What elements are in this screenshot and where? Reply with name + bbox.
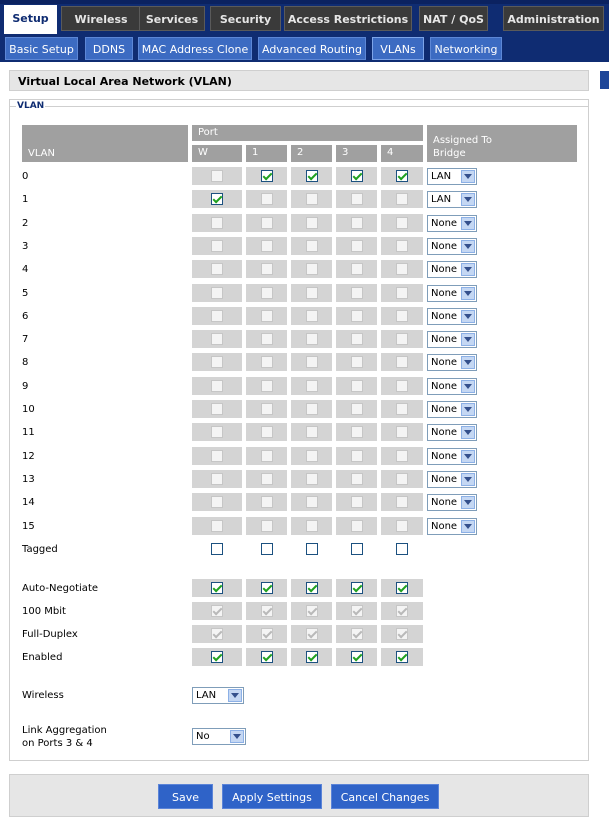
bridge-select[interactable] [427, 261, 477, 278]
apply-settings-button[interactable]: Apply Settings [222, 784, 322, 809]
tagged-checkbox[interactable] [261, 543, 273, 555]
vlan-row-label: 2 [22, 218, 29, 229]
vlan-port-checkbox [261, 310, 273, 322]
vlan-header-label: VLAN [28, 148, 55, 159]
bridge-select[interactable] [427, 494, 477, 511]
vlan-port-checkbox [306, 473, 318, 485]
vlan-port-checkbox [351, 217, 363, 229]
bridge-select[interactable] [427, 378, 477, 395]
port-column-label: 1 [252, 147, 259, 158]
vlan-port-checkbox [261, 193, 273, 205]
vlan-port-checkbox [396, 356, 408, 368]
vlan-port-checkbox [211, 496, 223, 508]
option-checkbox[interactable] [211, 582, 223, 594]
vlan-port-checkbox [211, 403, 223, 415]
vlan-port-checkbox [396, 217, 408, 229]
assigned-bridge-header [427, 125, 577, 162]
vlan-port-checkbox [351, 240, 363, 252]
port-group-header [192, 125, 423, 141]
vlan-port-checkbox [396, 450, 408, 462]
chevron-down-icon [461, 240, 475, 253]
bridge-select[interactable] [427, 401, 477, 418]
option-label: Auto-Negotiate [22, 583, 99, 594]
vlan-port-checkbox [306, 287, 318, 299]
vlan-port-checkbox [396, 496, 408, 508]
bridge-select[interactable] [427, 191, 477, 208]
panel-divider [9, 106, 589, 107]
bridge-select[interactable] [427, 308, 477, 325]
bridge-select-value: None [431, 311, 458, 322]
vlan-port-checkbox [351, 310, 363, 322]
vlan-port-checkbox [211, 310, 223, 322]
vlan-port-checkbox [261, 520, 273, 532]
vlan-port-checkbox [396, 403, 408, 415]
link-aggregation-sublabel: on Ports 3 & 4 [22, 738, 93, 749]
link-aggregation-label: Link Aggregation [22, 725, 107, 736]
subtab-basic-setup[interactable]: Basic Setup [5, 37, 78, 60]
vlan-port-checkbox [261, 473, 273, 485]
vlan-port-checkbox [396, 193, 408, 205]
vlan-port-checkbox [211, 263, 223, 275]
vlan-port-checkbox [261, 287, 273, 299]
bridge-select-value: None [431, 451, 458, 462]
vlan-port-checkbox[interactable] [261, 170, 273, 182]
link-aggregation-value: No [196, 731, 210, 742]
vlan-port-checkbox [261, 403, 273, 415]
chevron-down-icon [461, 450, 475, 463]
vlan-port-checkbox [306, 450, 318, 462]
tab-wireless[interactable]: Wireless [61, 6, 141, 31]
vlan-port-checkbox [396, 263, 408, 275]
vlan-port-checkbox [396, 473, 408, 485]
vlan-port-checkbox [351, 450, 363, 462]
vlan-port-checkbox [306, 520, 318, 532]
vlan-row-label: 7 [22, 334, 29, 345]
chevron-down-icon [461, 426, 475, 439]
page-title: Virtual Local Area Network (VLAN) [18, 75, 232, 88]
option-checkbox [261, 605, 273, 617]
option-checkbox[interactable] [396, 582, 408, 594]
vlan-port-checkbox [261, 263, 273, 275]
chevron-down-icon [461, 380, 475, 393]
vlan-port-checkbox [306, 426, 318, 438]
bridge-select-value: None [431, 474, 458, 485]
vlan-port-checkbox [396, 380, 408, 392]
bridge-select-value: None [431, 288, 458, 299]
chevron-down-icon [461, 473, 475, 486]
vlan-row-label: 13 [22, 474, 35, 485]
cancel-changes-button[interactable]: Cancel Changes [331, 784, 439, 809]
vlan-port-checkbox[interactable] [211, 193, 223, 205]
subtab-mac-address-clone[interactable]: MAC Address Clone [138, 37, 252, 60]
bridge-select-value: None [431, 241, 458, 252]
chevron-down-icon [461, 263, 475, 276]
vlan-port-checkbox [351, 473, 363, 485]
chevron-down-icon [228, 689, 242, 702]
vlan-port-checkbox [211, 333, 223, 345]
vlan-port-checkbox [351, 403, 363, 415]
vlan-port-checkbox [351, 356, 363, 368]
vlan-port-checkbox [351, 496, 363, 508]
vlan-port-checkbox [351, 287, 363, 299]
vlan-port-checkbox [306, 263, 318, 275]
port-column-header [246, 145, 287, 162]
vlan-column-header [22, 125, 188, 162]
option-checkbox[interactable] [351, 651, 363, 663]
bridge-select-value: None [431, 381, 458, 392]
port-column-label: 4 [387, 147, 394, 158]
vlan-port-checkbox [351, 263, 363, 275]
option-label: Enabled [22, 652, 63, 663]
port-column-label: 3 [342, 147, 349, 158]
vlan-port-checkbox [211, 520, 223, 532]
bridge-select[interactable] [427, 331, 477, 348]
chevron-down-icon [461, 333, 475, 346]
vlan-port-checkbox [211, 380, 223, 392]
bridge-select[interactable] [427, 354, 477, 371]
vlan-port-checkbox [306, 380, 318, 392]
option-checkbox[interactable] [306, 651, 318, 663]
option-checkbox [306, 628, 318, 640]
vlan-row-label: 8 [22, 357, 29, 368]
bridge-select[interactable] [427, 285, 477, 302]
chevron-down-icon [230, 730, 244, 743]
brand-strip [0, 0, 609, 4]
option-checkbox [396, 605, 408, 617]
chevron-down-icon [461, 356, 475, 369]
option-checkbox[interactable] [261, 582, 273, 594]
option-checkbox[interactable] [351, 582, 363, 594]
bridge-select-value: None [431, 334, 458, 345]
port-column-label: 2 [297, 147, 304, 158]
chevron-down-icon [461, 193, 475, 206]
option-checkbox[interactable] [396, 651, 408, 663]
vlan-port-checkbox [211, 287, 223, 299]
vlan-port-checkbox [396, 333, 408, 345]
vlan-row-label: 12 [22, 451, 35, 462]
port-column-header [381, 145, 423, 162]
vlan-port-checkbox [261, 333, 273, 345]
tagged-checkbox[interactable] [211, 543, 223, 555]
vlan-row-label: 5 [22, 288, 29, 299]
vlan-port-checkbox [211, 426, 223, 438]
vlan-port-checkbox [261, 426, 273, 438]
vlan-port-checkbox [306, 217, 318, 229]
bridge-select[interactable] [427, 471, 477, 488]
port-column-header [291, 145, 332, 162]
chevron-down-icon [461, 170, 475, 183]
vlan-row-label: 11 [22, 427, 35, 438]
option-label: Full-Duplex [22, 629, 78, 640]
tagged-checkbox[interactable] [351, 543, 363, 555]
vlan-port-checkbox [306, 333, 318, 345]
vlan-port-checkbox [306, 193, 318, 205]
vlan-port-checkbox [261, 450, 273, 462]
vlan-port-checkbox [261, 240, 273, 252]
vlan-port-checkbox [211, 217, 223, 229]
chevron-down-icon [461, 287, 475, 300]
vlan-port-checkbox [396, 426, 408, 438]
vlan-port-checkbox [211, 473, 223, 485]
tab-nat-qos[interactable]: NAT / QoS [419, 6, 488, 31]
vlan-port-checkbox [351, 520, 363, 532]
bridge-select[interactable] [427, 518, 477, 535]
bridge-select-value: None [431, 427, 458, 438]
bridge-select-value: None [431, 521, 458, 532]
vlan-port-checkbox [396, 287, 408, 299]
vlan-port-checkbox [351, 426, 363, 438]
vlan-port-checkbox [211, 170, 223, 182]
option-checkbox[interactable] [261, 651, 273, 663]
vlan-port-checkbox [351, 380, 363, 392]
bridge-select[interactable] [427, 215, 477, 232]
tab-services[interactable]: Services [139, 6, 205, 31]
wireless-label: Wireless [22, 690, 64, 701]
tagged-label: Tagged [22, 544, 58, 555]
tab-access-restrictions[interactable]: Access Restrictions [284, 6, 412, 31]
bridge-select-value: None [431, 357, 458, 368]
port-column-header [336, 145, 377, 162]
vlan-row-label: 1 [22, 194, 29, 205]
subtab-vlans[interactable]: VLANs [372, 37, 424, 60]
vlan-port-checkbox[interactable] [351, 170, 363, 182]
help-panel-edge [600, 71, 609, 89]
option-checkbox [306, 605, 318, 617]
bridge-select[interactable] [427, 238, 477, 255]
vlan-port-checkbox [396, 310, 408, 322]
vlan-port-checkbox [261, 496, 273, 508]
vlan-row-label: 3 [22, 241, 29, 252]
vlan-port-checkbox [211, 450, 223, 462]
vlan-port-checkbox [306, 356, 318, 368]
tab-security[interactable]: Security [210, 6, 281, 31]
bridge-select-value: LAN [431, 194, 452, 205]
tab-administration[interactable]: Administration [503, 6, 604, 31]
chevron-down-icon [461, 520, 475, 533]
option-checkbox[interactable] [211, 651, 223, 663]
chevron-down-icon [461, 217, 475, 230]
bridge-select-value: None [431, 264, 458, 275]
vlan-port-checkbox [261, 217, 273, 229]
chevron-down-icon [461, 403, 475, 416]
tagged-checkbox[interactable] [396, 543, 408, 555]
vlan-row-label: 15 [22, 521, 35, 532]
bridge-select-value: None [431, 404, 458, 415]
subtab-networking[interactable]: Networking [430, 37, 502, 60]
vlan-row-label: 14 [22, 497, 35, 508]
tab-setup[interactable]: Setup [4, 5, 57, 34]
bridge-select-value: LAN [431, 171, 452, 182]
vlan-port-checkbox [351, 333, 363, 345]
bridge-select[interactable] [427, 168, 477, 185]
wireless-bridge-select[interactable] [192, 687, 244, 704]
assigned-bridge-label: Assigned To Bridge [433, 135, 492, 159]
vlan-port-checkbox [211, 240, 223, 252]
option-checkbox [261, 628, 273, 640]
page-title-bar [9, 70, 589, 91]
port-column-label: W [198, 147, 208, 158]
wireless-bridge-value: LAN [196, 690, 217, 701]
vlan-port-checkbox [396, 520, 408, 532]
vlan-port-checkbox [261, 356, 273, 368]
vlan-port-checkbox[interactable] [306, 170, 318, 182]
bridge-select-value: None [431, 218, 458, 229]
vlan-row-label: 9 [22, 381, 29, 392]
option-checkbox[interactable] [306, 582, 318, 594]
bridge-select[interactable] [427, 448, 477, 465]
vlan-row-label: 10 [22, 404, 35, 415]
vlan-port-checkbox[interactable] [396, 170, 408, 182]
vlan-row-label: 0 [22, 171, 29, 182]
bridge-select[interactable] [427, 424, 477, 441]
option-checkbox [211, 605, 223, 617]
vlan-row-label: 6 [22, 311, 29, 322]
vlan-port-checkbox [306, 240, 318, 252]
vlan-port-checkbox [306, 403, 318, 415]
tagged-checkbox[interactable] [306, 543, 318, 555]
section-legend: VLAN [17, 101, 45, 111]
option-checkbox [211, 628, 223, 640]
vlan-port-checkbox [211, 356, 223, 368]
vlan-port-checkbox [396, 240, 408, 252]
subtab-ddns[interactable]: DDNS [85, 37, 133, 60]
chevron-down-icon [461, 310, 475, 323]
bridge-select-value: None [431, 497, 458, 508]
vlan-port-checkbox [261, 380, 273, 392]
port-column-header [192, 145, 242, 162]
chevron-down-icon [461, 496, 475, 509]
port-header-label: Port [198, 127, 218, 138]
option-label: 100 Mbit [22, 606, 66, 617]
vlan-port-checkbox [306, 496, 318, 508]
option-checkbox [351, 605, 363, 617]
save-button[interactable]: Save [158, 784, 213, 809]
vlan-row-label: 4 [22, 264, 29, 275]
subtab-advanced-routing[interactable]: Advanced Routing [258, 37, 366, 60]
option-checkbox [351, 628, 363, 640]
vlan-port-checkbox [306, 310, 318, 322]
vlan-port-checkbox [351, 193, 363, 205]
option-checkbox [396, 628, 408, 640]
link-aggregation-select[interactable] [192, 728, 246, 745]
